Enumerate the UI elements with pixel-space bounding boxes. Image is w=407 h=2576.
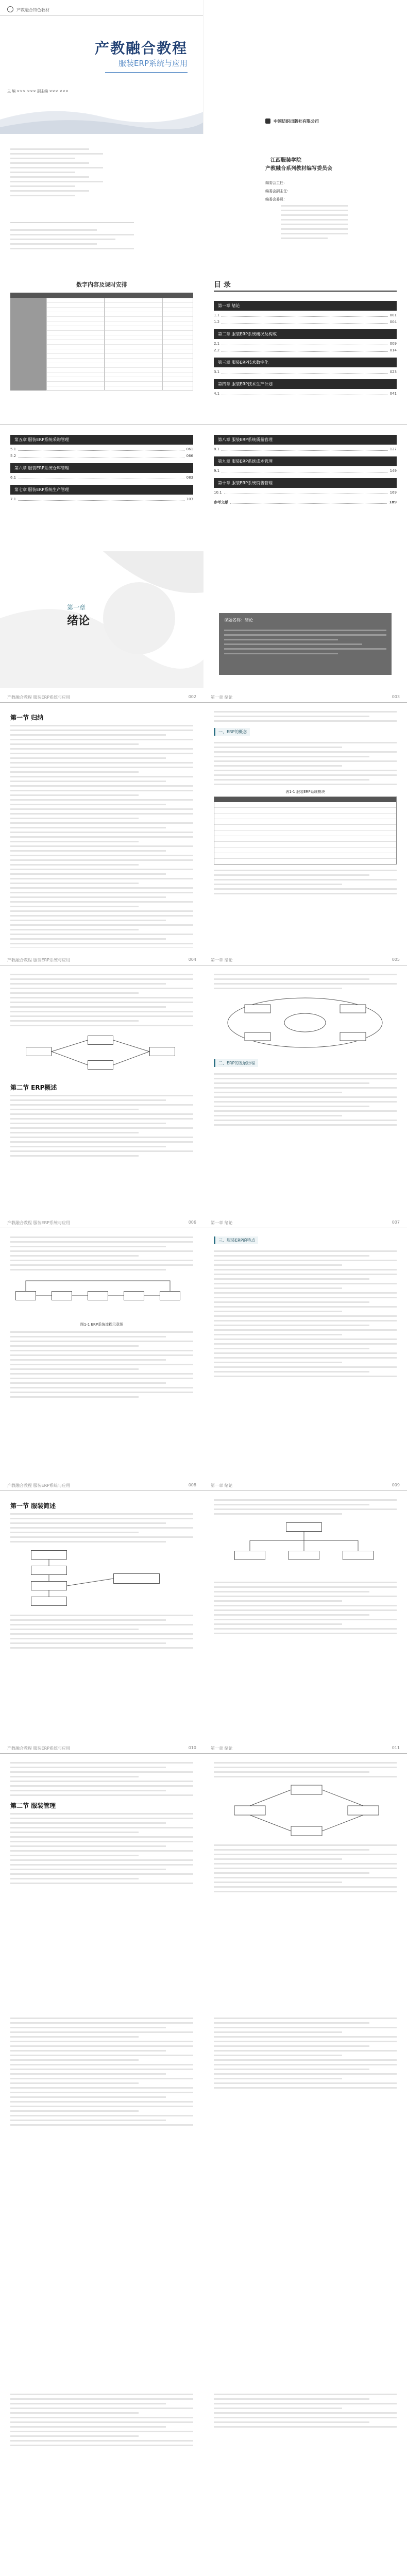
cover-authors: 主 编 ××× ××× 副主编 ××× ××× bbox=[7, 89, 69, 93]
toc-chapter-5[interactable]: 第五章 服装ERP系统采购管理 bbox=[10, 435, 193, 445]
toc-page: 目 录 第一章 绪论 1.1 001 1.2 004 第二章 服装ERP系统概况及构成 2.1 009 2.2 014 第三章 服装ERP技术数字化 3.1 023 第四章 服装ERP技术生产计划 4.1 041 bbox=[204, 273, 407, 410]
publisher-page bbox=[204, 0, 407, 134]
chapter-opener-art bbox=[0, 551, 204, 688]
folio: 002 bbox=[188, 694, 196, 699]
chapter-intro-box bbox=[219, 613, 392, 675]
folio: 009 bbox=[392, 1483, 400, 1487]
subheading: 二、ERP的发展历程 bbox=[214, 1059, 258, 1067]
chapter-opener-page bbox=[0, 551, 204, 688]
content-page-003 bbox=[204, 690, 407, 948]
flow-diagram bbox=[10, 1031, 193, 1078]
toc-chapter-2[interactable]: 第二章 服装ERP系统概况及构成 bbox=[214, 329, 397, 339]
copyright-page bbox=[0, 135, 204, 272]
committee-director-label: 编委会主任： bbox=[265, 181, 287, 185]
digital-table-title: 数字内容及课时安排 bbox=[76, 281, 127, 288]
toc-chapter-7[interactable]: 第七章 服装ERP系统生产管理 bbox=[10, 485, 193, 495]
running-head: 第一章 绪论 bbox=[211, 958, 233, 962]
running-head: 第一章 绪论 bbox=[211, 1221, 233, 1225]
committee-line2: 产教融合系列教材编写委员会 bbox=[265, 166, 332, 172]
committee-deputy-label: 编委会副主任： bbox=[265, 189, 291, 193]
toc-continued-page: 第五章 服装ERP系统采购管理 5.1 061 5.2 066 第六章 服装ERP系统仓库管理 6.1 083 第七章 服装ERP系统生产管理 7.1 103 bbox=[0, 412, 204, 549]
cover-logo-icon bbox=[7, 6, 13, 12]
running-head: 产教融合教程 服装ERP系统与应用 bbox=[7, 1746, 70, 1751]
module-table bbox=[214, 796, 397, 865]
toc-chapter-8[interactable]: 第八章 服装ERP系统质量管理 bbox=[214, 435, 397, 445]
cover-header: 产教融合特色教材 bbox=[16, 8, 49, 12]
content-page-008 bbox=[0, 1479, 204, 1736]
folio: 008 bbox=[188, 1483, 196, 1487]
running-head: 第一章 绪论 bbox=[211, 1746, 233, 1751]
committee-page bbox=[204, 135, 407, 272]
subheading: 一、ERP的概念 bbox=[214, 728, 250, 736]
content-page-005 bbox=[204, 953, 407, 1211]
cycle-diagram bbox=[214, 1783, 397, 1839]
chapter-label: 第一章 bbox=[67, 604, 86, 611]
running-head: 产教融合教程 服装ERP系统与应用 bbox=[7, 1483, 70, 1488]
toc-title: 目 录 bbox=[214, 281, 231, 289]
toc-chapter-3[interactable]: 第三章 服装ERP技术数字化 bbox=[214, 358, 397, 367]
content-page-004 bbox=[0, 953, 204, 1211]
content-page-009 bbox=[204, 1479, 407, 1736]
content-page-010 bbox=[0, 1741, 204, 1999]
content-page-002 bbox=[0, 690, 204, 948]
folio: 003 bbox=[392, 694, 400, 699]
cover-wave-art bbox=[0, 99, 203, 134]
cover-subtitle: 服装ERP系统与应用 bbox=[118, 59, 188, 68]
running-head: 第一章 绪论 bbox=[211, 695, 233, 700]
figure-caption: 图1-1 ERP系统流程示意图 bbox=[80, 1323, 124, 1327]
digital-table-page bbox=[0, 273, 204, 410]
running-head: 产教融合教程 服装ERP系统与应用 bbox=[7, 958, 70, 962]
chapter-intro-page bbox=[204, 551, 407, 688]
folio: 006 bbox=[188, 1220, 196, 1225]
section-title: 第一节 服装简述 bbox=[10, 1502, 56, 1510]
content-page-pair-6-left bbox=[0, 2004, 204, 2375]
digital-table bbox=[10, 293, 193, 391]
chapter-intro-label: 课题名称：绪论 bbox=[224, 618, 253, 622]
folio: 005 bbox=[392, 957, 400, 962]
process-diagram bbox=[10, 1276, 193, 1317]
branch-diagram bbox=[214, 1520, 397, 1577]
folio: 004 bbox=[188, 957, 196, 962]
folio: 011 bbox=[392, 1745, 400, 1750]
toc-chapter-4[interactable]: 第四章 服装ERP技术生产计划 bbox=[214, 379, 397, 389]
cover-title: 产教融合教程 bbox=[94, 40, 188, 57]
committee-members-label: 编委会委员： bbox=[265, 197, 287, 201]
publisher-logo-icon bbox=[265, 118, 270, 124]
ellipse-diagram bbox=[214, 994, 397, 1051]
toc-chapter-6[interactable]: 第六章 服装ERP系统仓库管理 bbox=[10, 463, 193, 473]
running-head: 产教融合教程 服装ERP系统与应用 bbox=[7, 1221, 70, 1225]
chapter-title: 绪论 bbox=[67, 615, 90, 628]
section-title: 第一节 归纳 bbox=[10, 714, 44, 721]
section-title: 第二节 ERP概述 bbox=[10, 1084, 57, 1091]
toc-references[interactable]: 参考文献 189 bbox=[214, 500, 397, 504]
publisher-name: 中国纺织出版社有限公司 bbox=[274, 119, 319, 124]
section-title: 第二节 服装管理 bbox=[10, 1802, 56, 1809]
folio: 010 bbox=[188, 1745, 196, 1750]
toc-continued-page-2: 第八章 服装ERP系统质量管理 8.1 127 第九章 服装ERP系统成本管理 9.1 149 第十章 服装ERP系统销售管理 10.1 169 参考文献 189 bbox=[204, 412, 407, 549]
toc-chapter-1[interactable]: 第一章 绪论 bbox=[214, 301, 397, 311]
content-page-pair-7-right bbox=[204, 2380, 407, 2576]
toc-chapter-9[interactable]: 第九章 服装ERP系统成本管理 bbox=[214, 456, 397, 466]
folio: 007 bbox=[392, 1220, 400, 1225]
content-page-pair-7-left bbox=[0, 2380, 204, 2576]
toc-chapter-10[interactable]: 第十章 服装ERP系统销售管理 bbox=[214, 478, 397, 488]
cover-page bbox=[0, 0, 204, 134]
content-page-007 bbox=[204, 1216, 407, 1473]
running-head: 第一章 绪论 bbox=[211, 1483, 233, 1488]
committee-line1: 江西服装学院 bbox=[270, 158, 301, 163]
running-head: 产教融合教程 服装ERP系统与应用 bbox=[7, 695, 70, 700]
table-caption: 表1-1 服装ERP系统模块 bbox=[285, 790, 325, 794]
content-page-006 bbox=[0, 1216, 204, 1473]
content-page-pair-6-right bbox=[204, 2004, 407, 2375]
content-page-011 bbox=[204, 1741, 407, 1999]
stack-diagram bbox=[10, 1548, 193, 1609]
subheading: 三、服装ERP的特点 bbox=[214, 1236, 258, 1244]
